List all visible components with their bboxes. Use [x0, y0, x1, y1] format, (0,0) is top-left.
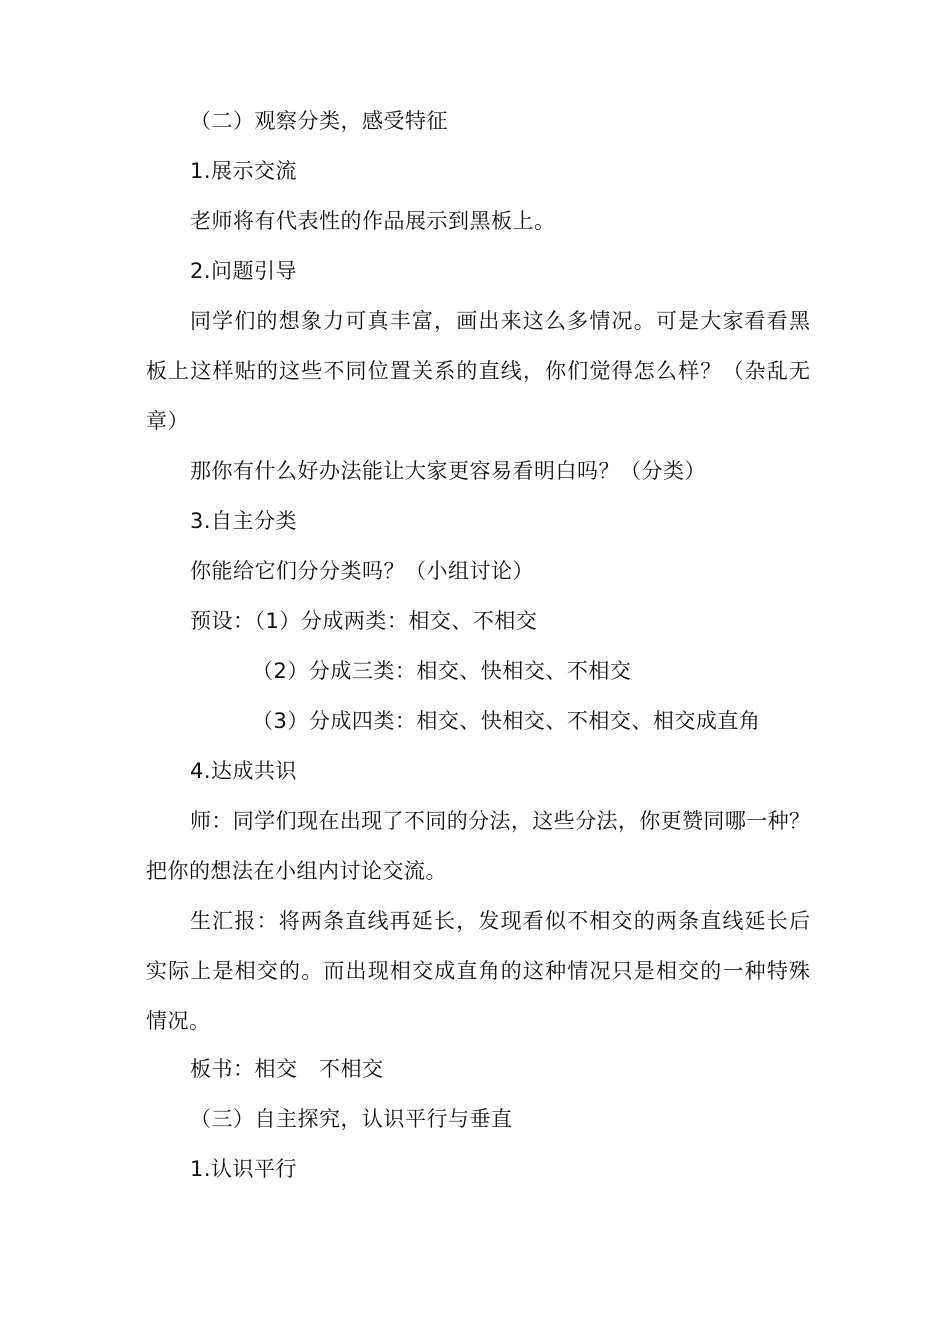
section-heading-3: （三）自主探究，认识平行与垂直	[190, 1107, 513, 1131]
item-3-question: 你能给它们分分类吗？（小组讨论）	[190, 559, 534, 583]
teacher-line-2: 把你的想法在小组内讨论交流。	[146, 859, 447, 883]
item-2-paragraph-line-3: 章）	[146, 409, 189, 433]
item-2-paragraph-line-2: 板上这样贴的这些不同位置关系的直线，你们觉得怎么样？（杂乱无	[146, 359, 810, 383]
student-report-line-2: 实际上是相交的。而出现相交成直角的这种情况只是相交的一种特殊	[146, 959, 810, 983]
item-4-title: 4.达成共识	[190, 759, 298, 783]
preset-1: 预设：（1）分成两类：相交、不相交	[190, 609, 538, 633]
board-writing: 板书：相交 不相交	[190, 1057, 384, 1081]
student-report-line-3: 情况。	[146, 1009, 211, 1033]
preset-3: （3）分成四类：相交、快相交、不相交、相交成直角	[252, 709, 761, 733]
item-2-paragraph-line-1: 同学们的想象力可真丰富，画出来这么多情况。可是大家看看黑	[190, 309, 810, 333]
student-report-line-1: 生汇报：将两条直线再延长，发现看似不相交的两条直线延长后	[190, 909, 810, 933]
preset-2: （2）分成三类：相交、快相交、不相交	[252, 659, 632, 683]
item-2-question: 那你有什么好办法能让大家更容易看明白吗？（分类）	[190, 459, 706, 483]
sub-1-title: 1.认识平行	[190, 1157, 298, 1181]
item-3-title: 3.自主分类	[190, 509, 298, 533]
item-1-text: 老师将有代表性的作品展示到黑板上。	[190, 209, 556, 233]
section-heading-2: （二）观察分类，感受特征	[190, 109, 448, 133]
item-2-title: 2.问题引导	[190, 259, 298, 283]
teacher-line-1: 师：同学们现在出现了不同的分法，这些分法，你更赞同哪一种？	[190, 809, 810, 833]
item-1-title: 1.展示交流	[190, 159, 298, 183]
